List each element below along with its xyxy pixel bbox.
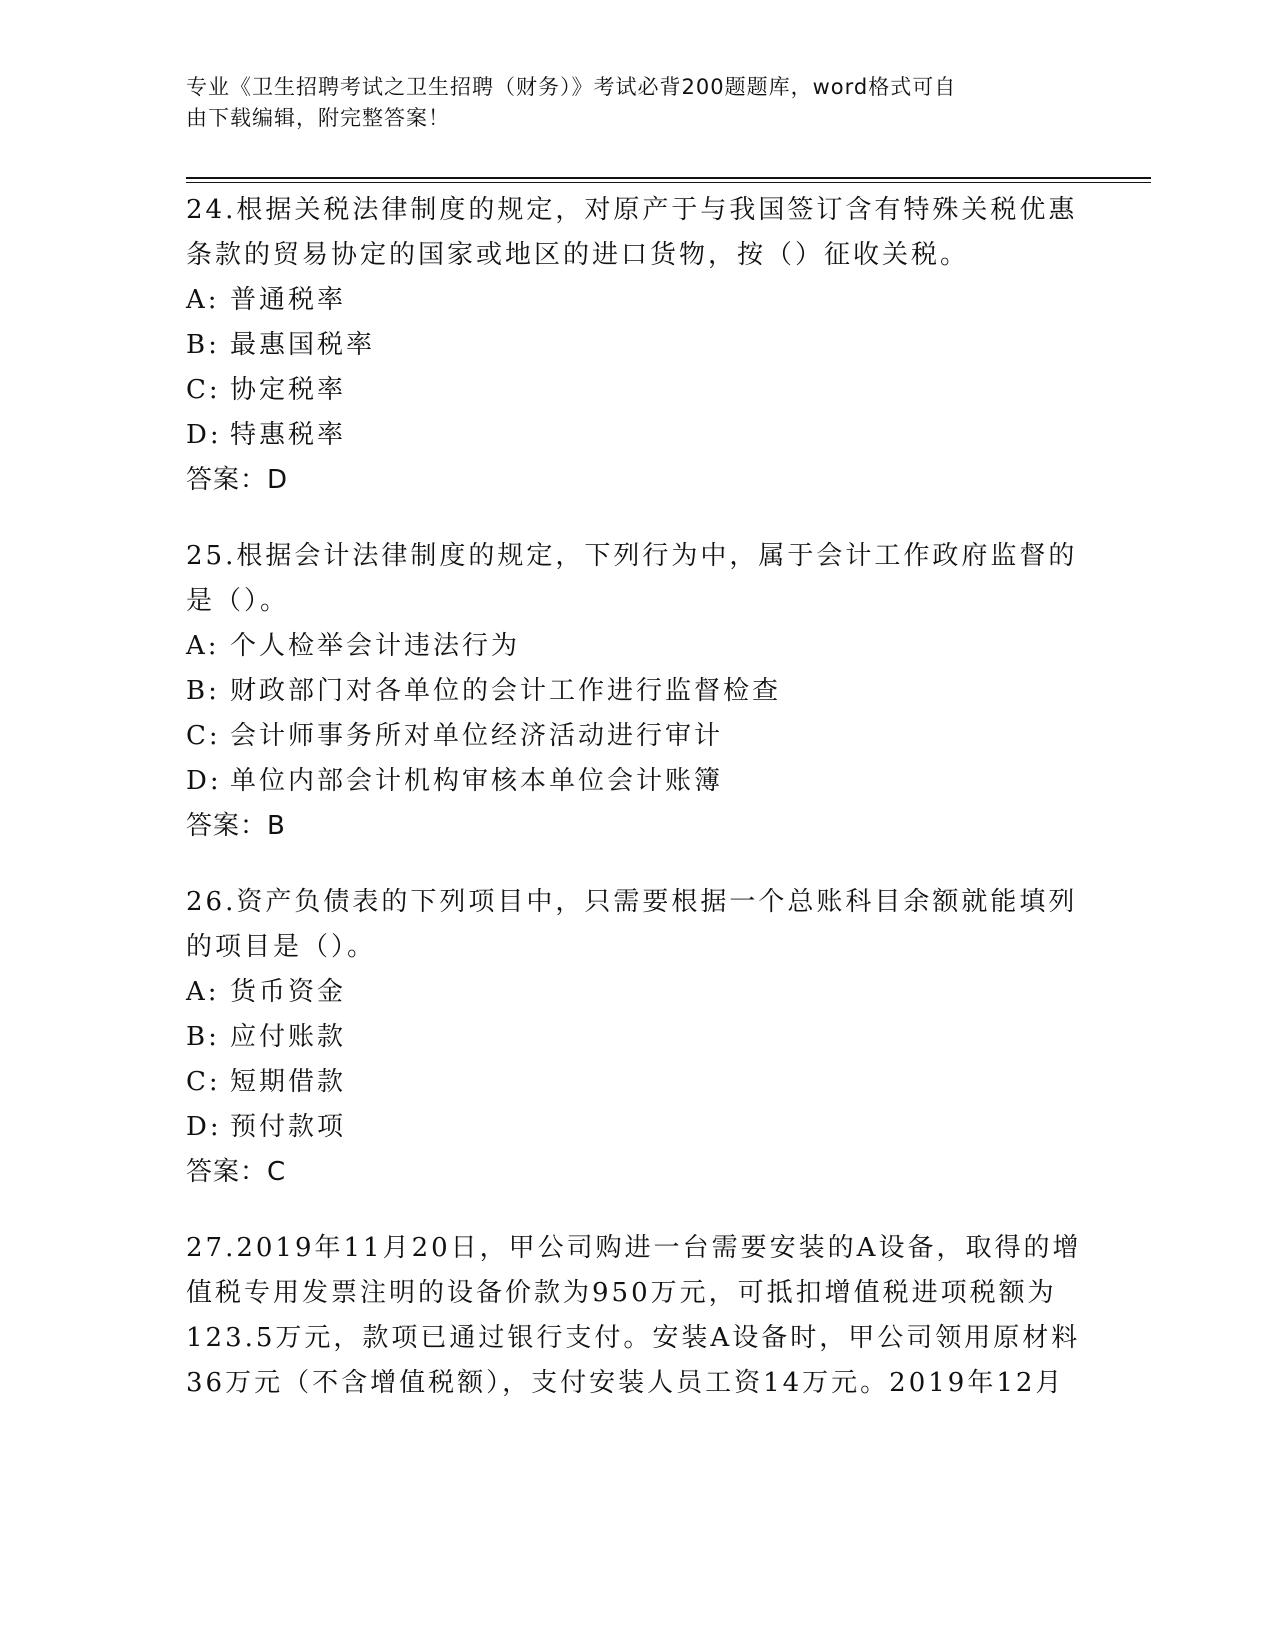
- answer-line: 答案：B: [186, 811, 286, 841]
- option-text: 预付款项: [230, 1112, 347, 1142]
- option-text: 单位内部会计机构审核本单位会计账簿: [230, 766, 724, 796]
- question-stem-line: 25.根据会计法律制度的规定，下列行为中，属于会计工作政府监督的: [186, 541, 1078, 571]
- option-text: 会计师事务所对单位经济活动进行审计: [230, 721, 724, 751]
- option-text: 个人检举会计违法行为: [230, 631, 521, 661]
- option-key: A:: [186, 285, 220, 315]
- answer-option: [186, 1015, 1086, 1060]
- option-text: 特惠税率: [230, 420, 347, 450]
- option-key: C:: [186, 375, 221, 405]
- answer-option: [186, 669, 1086, 714]
- option-key: D:: [186, 766, 222, 796]
- option-key: D:: [186, 420, 222, 450]
- question-stem-line: 的项目是（）。: [186, 932, 377, 962]
- header-divider-thick: [186, 177, 1151, 179]
- question-stem-line: 条款的贸易协定的国家或地区的进口货物，按（）征收关税。: [186, 240, 970, 270]
- option-text: 应付账款: [230, 1022, 347, 1052]
- question-stem-line: 27.2019年11月20日，甲公司购进一台需要安装的A设备，取得的增: [186, 1233, 1082, 1263]
- question-item: [186, 880, 1086, 1195]
- header-line-1: 专业《卫生招聘考试之卫生招聘（财务）》考试必背200题题库，word格式可自: [186, 75, 957, 99]
- option-key: A:: [186, 977, 220, 1007]
- answer-option: [186, 368, 1086, 413]
- answer-option: [186, 323, 1086, 368]
- header-line-2: 由下载编辑，附完整答案！: [186, 106, 450, 130]
- question-stem-line: 26.资产负债表的下列项目中，只需要根据一个总账科目余额就能填列: [186, 887, 1078, 917]
- question-item: [186, 534, 1086, 849]
- answer-line: 答案：D: [186, 465, 289, 495]
- option-text: 普通税率: [230, 285, 347, 315]
- option-key: D:: [186, 1112, 222, 1142]
- answer-option: [186, 1060, 1086, 1105]
- question-stem-line: 24.根据关税法律制度的规定，对原产于与我国签订含有特殊关税优惠: [186, 195, 1078, 225]
- document-header: [186, 72, 1066, 134]
- option-text: 财政部门对各单位的会计工作进行监督检查: [230, 676, 782, 706]
- question-stem-line: 123.5万元，款项已通过银行支付。安装A设备时，甲公司领用原材料: [186, 1323, 1081, 1353]
- option-text: 货币资金: [230, 977, 347, 1007]
- option-key: C:: [186, 1067, 221, 1097]
- question-item: [186, 1226, 1086, 1406]
- option-text: 短期借款: [230, 1067, 347, 1097]
- answer-option: [186, 278, 1086, 323]
- answer-option: [186, 714, 1086, 759]
- answer-option: [186, 759, 1086, 804]
- option-text: 协定税率: [230, 375, 347, 405]
- question-item: [186, 188, 1086, 503]
- option-key: B:: [186, 330, 220, 360]
- question-stem-line: 是（）。: [186, 586, 290, 616]
- question-stem-line: 值税专用发票注明的设备价款为950万元，可抵扣增值税进项税额为: [186, 1278, 1057, 1308]
- option-key: A:: [186, 631, 220, 661]
- answer-option: [186, 1105, 1086, 1150]
- answer-line: 答案：C: [186, 1157, 287, 1187]
- option-key: B:: [186, 676, 220, 706]
- option-text: 最惠国税率: [230, 330, 376, 360]
- option-key: B:: [186, 1022, 220, 1052]
- question-list: [186, 188, 1086, 1437]
- answer-option: [186, 413, 1086, 458]
- answer-option: [186, 970, 1086, 1015]
- question-stem-line: 36万元（不含增值税额），支付安装人员工资14万元。2019年12月: [186, 1368, 1065, 1398]
- header-divider-thin: [186, 182, 1151, 183]
- option-key: C:: [186, 721, 221, 751]
- answer-option: [186, 624, 1086, 669]
